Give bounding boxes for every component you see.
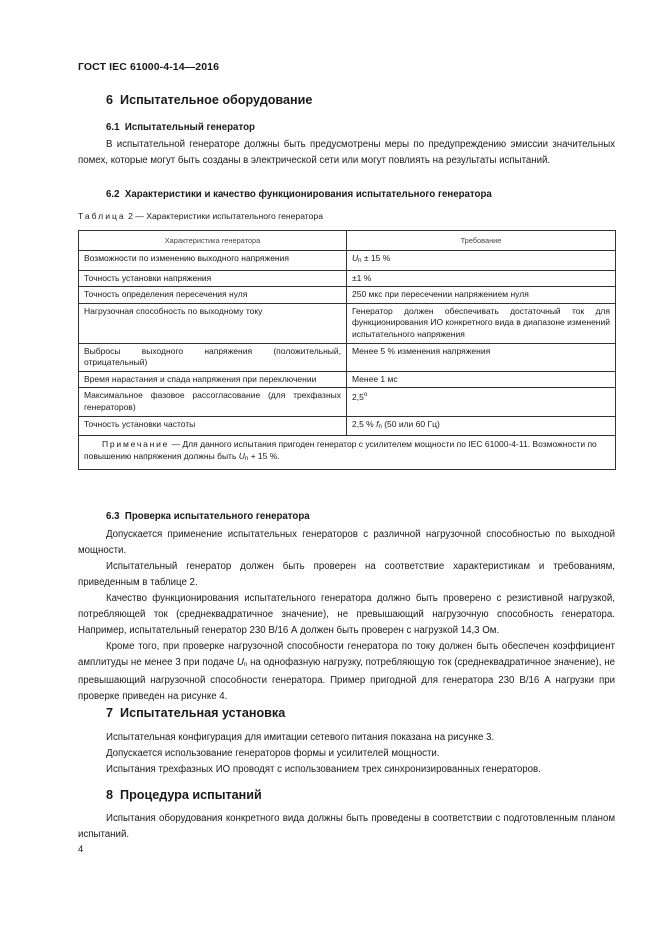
table-cell-requirement — [347, 251, 616, 271]
voltage-symbol: U — [352, 253, 359, 263]
characteristics-table — [78, 230, 616, 470]
table-caption-text: 2 — Характеристики испытательного генератора — [128, 211, 323, 221]
section-title: Проверка испытательного генератора — [124, 511, 310, 522]
table-cell-characteristic: Выбросы выходного напряжения (положительный, отрицательный) — [79, 343, 347, 371]
paragraph: Допускается использование генераторов формы и усилителей мощности. — [106, 748, 440, 759]
section-number: 8 — [106, 788, 114, 802]
table-cell-requirement: Менее 1 мс — [347, 371, 616, 388]
section-title: Испытательное оборудование — [120, 93, 313, 107]
table-cell-characteristic: Нагрузочная способность по выходному току — [79, 303, 347, 343]
table-cell-requirement: 250 мкс при пересечении напряжением нуля — [347, 287, 616, 304]
table-row — [79, 416, 616, 436]
voltage-subscript: n — [244, 455, 249, 462]
paragraph: Испытательная конфигурация для имитации сетевого питания показана на рисунке 3. — [106, 732, 495, 743]
paragraph-text: на однофазную нагрузку, потребляющую ток (среднеквадратичное значение), не превышающий нагрузочной способности генератора. Пример пригодной для генератора 230 В/16 А нагрузки при проверке приведен на рисунке 4. — [78, 657, 615, 702]
table-cell-characteristic: Максимальное фазовое рассогласование (для трехфазных генераторов) — [79, 388, 347, 416]
table-row — [79, 270, 616, 287]
table-header-row — [79, 231, 616, 251]
paragraph-text: Кроме того, при проверке нагрузочной способности генератора по току должен быть обеспечен коэффициент амплитуды не менее 3 при подаче — [78, 641, 615, 668]
paragraph — [78, 639, 615, 705]
table-cell-characteristic: Точность установки частоты — [79, 416, 347, 436]
table-caption-word: Таблица — [78, 211, 126, 221]
section-number: 6.2 — [106, 189, 120, 200]
table-cell-requirement — [347, 388, 616, 416]
table-row — [79, 287, 616, 304]
table-note — [79, 436, 616, 470]
table-cell-requirement: Менее 5 % изменения напряжения — [347, 343, 616, 371]
voltage-subscript: n — [243, 662, 248, 668]
requirement-text: 2,5 % — [352, 418, 377, 429]
section-title: Испытательный генератор — [124, 122, 255, 133]
table-caption — [78, 211, 323, 221]
paragraph: Испытания оборудования конкретного вида должны быть проведены в соответствии с подготовленным планом испытаний. — [78, 813, 615, 840]
paragraph: Качество функционирования испытательного генератора должно быть проверено с резистивной нагрузкой, потребляющей ток (среднеквадратичное значение), не превышающий нагрузочную способность генератора. Например, испытательный генератор 230 В/16 А должен быть проверен с нагрузкой 14,3 Ом. — [78, 593, 615, 636]
note-text: — Для данного испытания пригоден генератор с усилителем мощности по IEC 61000-4-11. Возможности по повышению напряжения должны быть — [84, 439, 597, 461]
table-cell-requirement: Генератор должен обеспечивать достаточный ток для функционирования ИО конкретного вида в диапазоне изменений испытательного напряжения — [347, 303, 616, 343]
page-number: 4 — [78, 844, 84, 855]
section-number: 7 — [106, 706, 114, 720]
voltage-symbol: U — [238, 450, 245, 461]
paragraph: Допускается применение испытательных генераторов с различной нагрузочной способностью по выходной мощности. — [78, 529, 615, 556]
section-title: Характеристики и качество функционирования испытательного генератора — [124, 189, 492, 200]
paragraph: Испытательный генератор должен быть проверен на соответствие характеристикам и требованиям, приведенным в таблице 2. — [78, 561, 615, 588]
section-6-3-heading — [106, 511, 310, 522]
degree-mark: о — [363, 392, 368, 399]
section-7-body — [78, 730, 615, 778]
section-6-3-body — [78, 527, 615, 705]
frequency-symbol: f — [376, 418, 379, 429]
requirement-text: ± 15 % — [361, 253, 391, 263]
section-6-2-heading — [106, 189, 492, 200]
table-header-cell: Характеристика генератора — [79, 231, 347, 251]
note-text: + 15 %. — [248, 450, 280, 461]
note-word: Примечание — [102, 439, 170, 450]
requirement-text: 2,5 — [352, 392, 364, 403]
table-row — [79, 343, 616, 371]
paragraph: Испытания трехфазных ИО проводят с использованием трех синхронизированных генераторов. — [106, 764, 541, 775]
section-6-heading — [106, 93, 312, 107]
table-cell-characteristic: Точность определения пересечения нуля — [79, 287, 347, 304]
table-row — [79, 303, 616, 343]
section-title: Испытательная установка — [120, 706, 286, 720]
table-cell-characteristic: Время нарастания и спада напряжения при переключении — [79, 371, 347, 388]
table-row — [79, 251, 616, 271]
section-6-1-text: В испытательной генераторе должны быть предусмотрены меры по предупреждению эмиссии значительных помех, которые могут быть созданы в электрической сети или могут повлиять на результаты испытаний. — [78, 139, 615, 166]
voltage-symbol: U — [236, 657, 244, 668]
section-8-body — [78, 811, 615, 843]
table-cell-requirement — [347, 416, 616, 436]
voltage-subscript: n — [358, 258, 362, 264]
table-cell-characteristic: Точность установки напряжения — [79, 270, 347, 287]
table-cell-requirement: ±1 % — [347, 270, 616, 287]
section-8-heading — [106, 788, 262, 802]
document-id: ГОСТ IEC 61000-4-14—2016 — [78, 61, 220, 73]
section-6-1-heading — [106, 122, 255, 133]
section-number: 6 — [106, 93, 114, 107]
table-note-row — [79, 436, 616, 470]
requirement-text: (50 или 60 Гц) — [381, 418, 440, 429]
table-cell-characteristic: Возможности по изменению выходного напряжения — [79, 251, 347, 271]
section-7-heading — [106, 706, 285, 720]
section-title: Процедура испытаний — [120, 788, 262, 802]
table-row — [79, 371, 616, 388]
section-number: 6.3 — [106, 511, 120, 522]
table-header-cell: Требование — [347, 231, 616, 251]
table-row — [79, 388, 616, 416]
section-number: 6.1 — [106, 122, 120, 133]
frequency-subscript: n — [378, 423, 382, 430]
